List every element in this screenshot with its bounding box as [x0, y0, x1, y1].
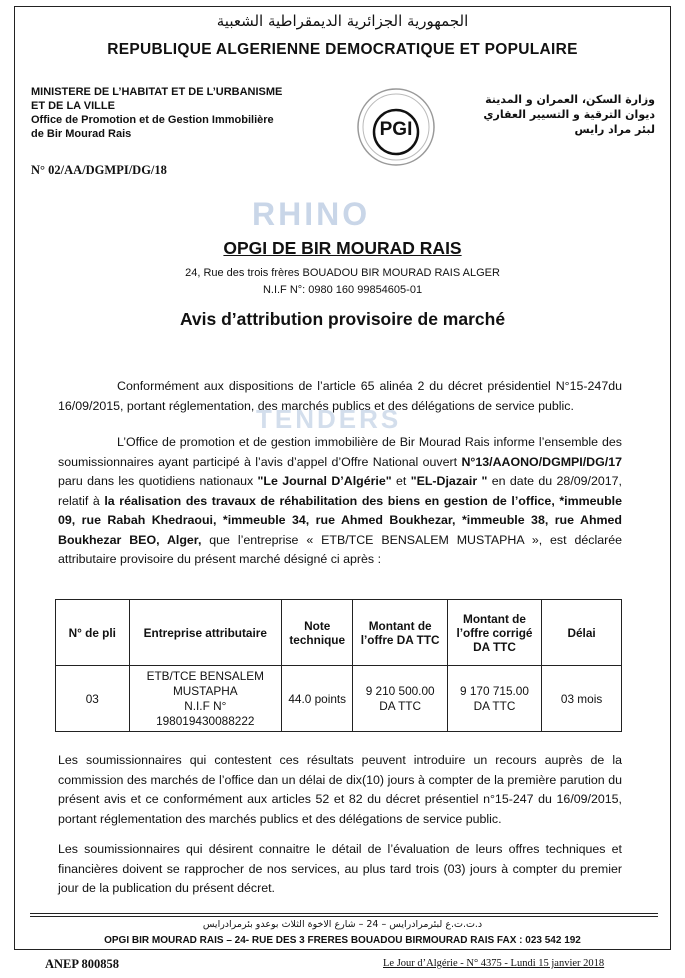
header-cell: N° de pli [56, 600, 130, 666]
newspaper-name: "Le Journal D’Algérie" [257, 474, 392, 488]
footer-arabic-address: د.ت.ت.ع لبئرمرادرايس – 24 – شارع الاخوة الثلاث بوعدو بئرمرادرايس [202, 919, 483, 930]
ministry-line: ET DE LA VILLE [31, 100, 115, 112]
corrige-value: 9 170 715.00 [460, 683, 529, 698]
montant-unit: DA TTC [379, 698, 422, 713]
cell-pli: 03 [56, 666, 130, 732]
header-cell: Entreprise attributaire [129, 600, 281, 666]
newspaper-footer: Le Jour d’Algérie - N° 4375 - Lundi 15 janvier 2018 [383, 958, 605, 969]
tender-reference: N°13/AAONO/DGMPI/DG/17 [461, 454, 622, 469]
org-nif: N.I.F N°: 0980 160 99854605-01 [262, 284, 423, 296]
corrige-unit: DA TTC [473, 698, 516, 713]
office-line: Office de Promotion et de Gestion Immobilière [31, 114, 274, 126]
watermark-rhino: RHINO [252, 196, 371, 232]
entreprise-line: ETB/TCE BENSALEM [146, 668, 264, 683]
montant-value: 9 210 500.00 [365, 683, 435, 698]
footer-address: OPGI BIR MOURAD RAIS – 24- RUE DES 3 FRERES BOUADOU BIRMOURAD RAIS FAX : 023 542 192 [104, 935, 581, 946]
cell-montant [353, 666, 447, 732]
org-address: 24, Rue des trois frères BOUADOU BIR MOURAD RAIS ALGER [185, 267, 500, 279]
arabic-republic-heading: الجمهورية الجزائرية الديمقراطية الشعبية [216, 12, 469, 30]
ministry-block [31, 85, 282, 141]
cell-delai: 03 mois [542, 666, 622, 732]
header-cell: Montant de l’offre DA TTC [353, 600, 447, 666]
text-span: que l’entreprise « ETB/TCE BENSALEM MUSTAPHA », est déclarée attributaire provisoire du présent marché désigné ci après : [58, 532, 622, 566]
header-cell: Montant de l’offre corrigé DA TTC [447, 600, 541, 666]
logo-text: PGI [379, 119, 413, 140]
entreprise-line: 198019430088222 [156, 713, 255, 728]
notice-title: Avis d’attribution provisoire de marché [179, 309, 506, 329]
table-header-row [56, 600, 622, 666]
paragraph-attribution [58, 433, 622, 570]
project-description: la réalisation des travaux de réhabilitation des biens en gestion de l’office, *immeuble 09, rue Rabah Khedraoui, *immeuble 34, rue Ahmed Boukhezar, *immeuble 38, rue Ahmed Boukhezar BEO, Alger, [58, 493, 623, 547]
results-table [55, 599, 622, 732]
arabic-office-line: ديوان الترقية و التسيير العقاري [483, 108, 655, 121]
arabic-ministry-line: وزارة السكن، العمران و المدينة [485, 93, 655, 106]
footer-divider [30, 913, 658, 914]
text-span: en date du 28/09/2017, relatif à [58, 474, 622, 508]
reference-number: N° 02/AA/DGMPI/DG/18 [31, 163, 167, 177]
opgi-logo-seal [356, 87, 436, 167]
anep-number: ANEP 800858 [45, 957, 119, 971]
ministry-line: MINISTERE DE L’HABITAT ET DE L’URBANISME [31, 86, 283, 98]
text-span: et [391, 474, 411, 488]
arabic-office-line: لبئر مراد رايس [574, 123, 655, 136]
republic-heading: REPUBLIQUE ALGERIENNE DEMOCRATIQUE ET POPULAIRE [107, 41, 578, 58]
header-cell: Délai [542, 600, 622, 666]
cell-montant-corrige [447, 666, 541, 732]
org-title: OPGI DE BIR MOURAD RAIS [223, 238, 462, 258]
paragraph-recourse: Les soumissionnaires qui contestent ces résultats peuvent introduire un recours auprès de la commission des marchés de l’office dan un délai de dix(10) jours à compter de la première parution du présent avis et ce conformément aux articles 52 et 82 du décret présentiel n°15-247 du 16/09/2015, portant réglementation des marchés publics et des délégations de service public. [58, 753, 622, 826]
paragraph-evaluation-details: Les soumissionnaires qui désirent connaitre le détail de l’évaluation de leurs offres techniques et financières doivent se rapprocher de nos services, au plus tard trois (03) jours à compter du premier jour de la publication du présent décret. [58, 842, 622, 895]
header-cell: Note technique [281, 600, 353, 666]
arabic-ministry-block [470, 92, 655, 137]
footer-divider [30, 916, 658, 917]
text-span: paru dans les quotidiens nationaux [58, 474, 258, 488]
entreprise-line: MUSTAPHA [172, 683, 238, 698]
cell-entreprise [129, 666, 281, 732]
cell-note: 44.0 points [281, 666, 353, 732]
text-span: L’Office de promotion et de gestion immobilière de Bir Mourad Rais informe l’ensemble des soumissionnaires ayant participé à l’avis d’appel d’Offre National ouvert [58, 435, 622, 469]
newspaper-name: "EL-Djazair " [410, 474, 488, 488]
watermark-tenders: TENDERS [256, 404, 402, 434]
entreprise-line: N.I.F N° [184, 698, 227, 713]
office-line: de Bir Mourad Rais [31, 128, 132, 140]
table-row [56, 666, 622, 732]
paragraph-legal-basis: Conformément aux dispositions de l’article 65 alinéa 2 du décret présidentiel N°15-247du 16/09/2015, portant réglementation, des marchés publics et des délégations de service public. [58, 379, 622, 413]
